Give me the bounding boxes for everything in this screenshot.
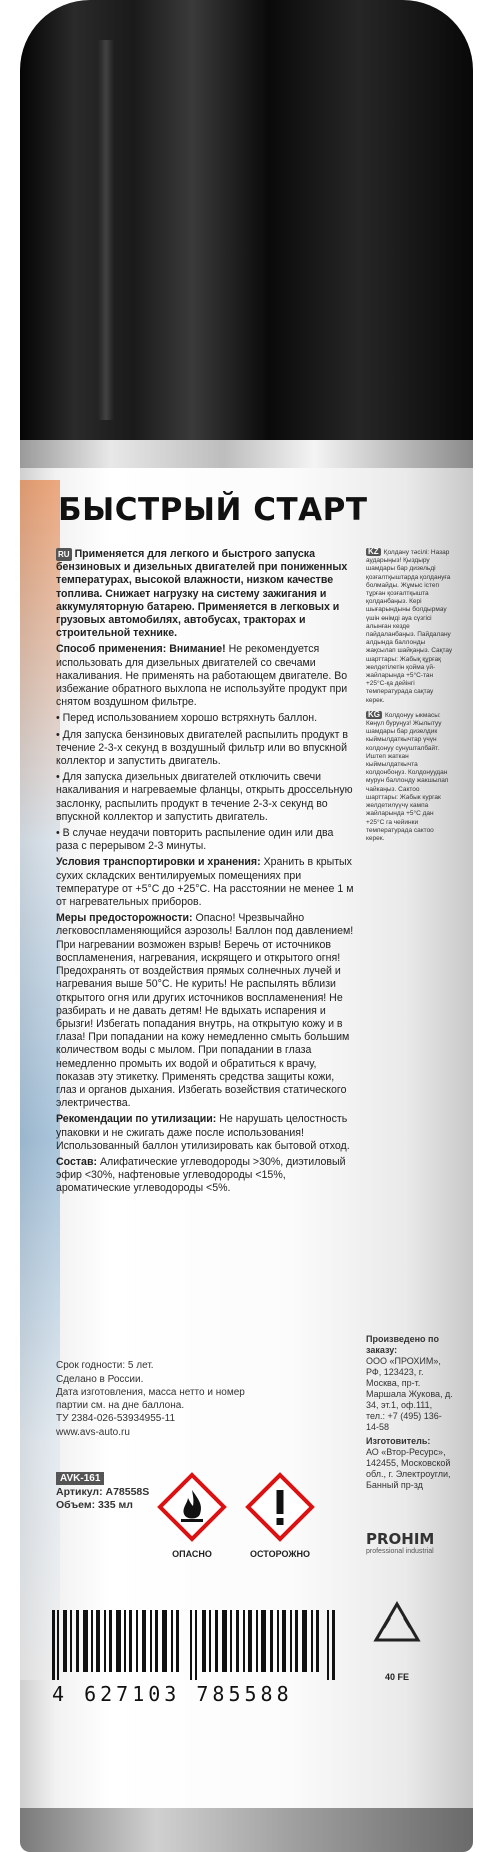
- article-number: Артикул: A78558S: [56, 1486, 150, 1498]
- standard-code: ТУ 2384-026-53934955-11: [56, 1413, 176, 1425]
- lang-badge: RU: [56, 548, 72, 561]
- producer-text: ООО «ПРОХИМ», РФ, 123423, г. Москва, пр-т. Маршала Жукова, д. 34, эт.1, оф.111, тел.: +7 (495) 136-14-58: [366, 1356, 453, 1432]
- logo-subtitle: professional industrial: [366, 1548, 434, 1555]
- step-4: • В случае неудачи повторить распыление один или два раза с перерывом 2-3 минуты.: [56, 827, 334, 853]
- main-description: [56, 548, 356, 1199]
- composition-heading: Состав:: [56, 1155, 97, 1168]
- avk-badge: AVK-161: [56, 1472, 104, 1485]
- shelf-life: Срок годности: 5 лет.: [56, 1360, 154, 1371]
- safety-heading: Меры предосторожности:: [56, 912, 193, 925]
- logo-text: PROHIM: [366, 1530, 435, 1548]
- product-title: БЫСТРЫЙ СТАРТ: [58, 492, 368, 528]
- disposal-paragraph: [56, 1113, 356, 1153]
- barcode: [52, 1610, 342, 1680]
- usage-text: Не рекомендуется использовать для дизельных двигателей со свечами накаливания. Не применять на работающем двигателе. Во избежание обратного выхлопа не используйте продукт при снятом воздушном фильтре.: [56, 643, 348, 709]
- exclamation-icon: [245, 1472, 315, 1542]
- storage-heading: Условия транспортировки и хранения:: [56, 856, 261, 869]
- composition-paragraph: [56, 1156, 356, 1196]
- storage-paragraph: [56, 856, 356, 909]
- article-block: [56, 1468, 149, 1512]
- maker-text: АО «Втор-Ресурс», 142455, Московской обл., г. Электроугли, Банный пр-зд: [366, 1447, 451, 1490]
- decorative-stripe: [20, 480, 60, 1680]
- disposal-heading: Рекомендации по утилизации:: [56, 1113, 217, 1126]
- safety-paragraph: [56, 912, 356, 1110]
- recycle-icon: [372, 1600, 422, 1670]
- usage-paragraph: [56, 643, 356, 709]
- danger-label: ОПАСНО: [172, 1549, 212, 1559]
- intro-text: Применяется для легкого и быстрого запуска бензиновых и дизельных двигателей при пониженных температурах, высокой влажности, низком качестве топлива. Снижает нагрузку на систему зажигания и аккумуляторную батарею. Применяется в легковых и грузовых автомобилях, автобусах, тракторах и строительной технике.: [56, 548, 348, 640]
- usage-heading: Способ применения: Внимание!: [56, 643, 226, 656]
- kg-badge: KG: [368, 709, 380, 719]
- step-1: • Перед использованием хорошо встряхнуть баллон.: [56, 712, 318, 725]
- made-in: Сделано в России.: [56, 1373, 144, 1385]
- kg-text: Колдонуу ыкмасы: Көңүл буруңуз! Жылытуу шамдары бар дизелдик кыймылдаткычтар үчүн колдонуу сунушталбайт. Иштеп жаткан кыймылдаткычта колдонбоңуз. Колдонуудан мурун баллонду жакшылап чайкаңыз. Сактоо шарттары: Жабык кургак желдетилүүчү кампа жайларында +5°С дан +25°С га чейинки температурада сактоо керек.: [366, 711, 449, 842]
- kz-block: [366, 548, 453, 705]
- can-rim: [20, 440, 473, 468]
- can-bottom: [20, 1808, 473, 1852]
- can-cap: [20, 0, 473, 455]
- maker-heading: Изготовитель:: [366, 1436, 431, 1446]
- barcode-digits: 4 627103 785588: [52, 1682, 293, 1706]
- volume: Объем: 335 мл: [56, 1499, 133, 1511]
- kz-badge: KZ: [368, 548, 379, 556]
- intro-paragraph: [56, 548, 356, 640]
- batch-info: Дата изготовления, масса нетто и номер партии см. на дне баллона.: [56, 1387, 245, 1411]
- side-text-column: [366, 548, 453, 1438]
- step-2: • Для запуска бензиновых двигателей распылить продукт в течение 2-3-х секунд в воздушный фильтр или во впускной коллектор и запустить двигатель.: [56, 728, 349, 768]
- product-info: [56, 1360, 256, 1441]
- pictogram-danger: [152, 1472, 232, 1559]
- producer-heading: Произведено по заказу:: [366, 1334, 439, 1355]
- recycle-code: 40 FE: [384, 1672, 409, 1682]
- brand-logo: [366, 1530, 456, 1555]
- flame-icon: [157, 1472, 227, 1542]
- warning-label: ОСТОРОЖНО: [250, 1549, 310, 1559]
- kg-block: [366, 711, 453, 843]
- storage-text: Хранить в крытых сухих складских вентилируемых помещениях при температуре от +5°C до +25°C. На расстоянии не менее 1 м от нагревательных приборов.: [56, 856, 354, 909]
- pictogram-warning: [240, 1472, 320, 1559]
- disposal-text: Не нарушать целостность упаковки и не сжигать даже после использования! Использованный баллон утилизировать как бытовой отход.: [56, 1113, 350, 1152]
- website: www.avs-auto.ru: [56, 1426, 130, 1438]
- composition-text: Алифатические углеводороды >30%, диэтиловый эфир <30%, нафтеновые углеводороды <15%, ароматические углеводороды <5%.: [56, 1155, 346, 1195]
- step-3: • Для запуска дизельных двигателей отключить свечи накаливания и нагреваемые фланцы, открыть дроссельную заслонку, распылить продукт в течение 2-3-х секунд во впускной коллектор и запустить двигатель.: [56, 771, 353, 823]
- safety-text: Опасно! Чрезвычайно легковоспламеняющийся аэрозоль! Баллон под давлением! При нагревании возможен взрыв! Беречь от источников воспламенения, нагревания, искрящего и открытого огня! Предохранять от воздействия прямых солнечных лучей и нагревания выше 50°C. Не курить! Не распылять вблизи открытого огня или других источников воспламенения! Не разбирать и не давать детям! Не вдыхать испарения и брызги! Избегать попадания внутрь, на открытую кожу и в глаза! При попадании на кожу немедленно смыть большим количеством воды с мылом. При попадании в глаза немедленно промыть их водой и обратиться к врачу, показав эту этикетку. Применять средства защиты кожи, глаз и органов дыхания. Избегать возействия статического электричества.: [56, 912, 354, 1110]
- kz-text: Қолдану тәсілі: Назар аударыңыз! Қыздыру шамдары бар дизельді қозғалтқыштарда қолдануға болмайды. Жұмыс істеп тұрған қозғалтқышта қолданбаңыз. Кері шығарындыны болдырмау үшін өнімді ауа сүзгісі алынған кезде пайдаланбаңыз. Пайдалану алдында баллонды жақсылап шайқаңыз. Сақтау шарттары: Жабық құрғақ желдетілетін қойма үй-жайларында +5°С-тан +25°С-қа дейінгі температурада сақтау керек.: [366, 549, 453, 704]
- producer-block: [366, 1334, 453, 1491]
